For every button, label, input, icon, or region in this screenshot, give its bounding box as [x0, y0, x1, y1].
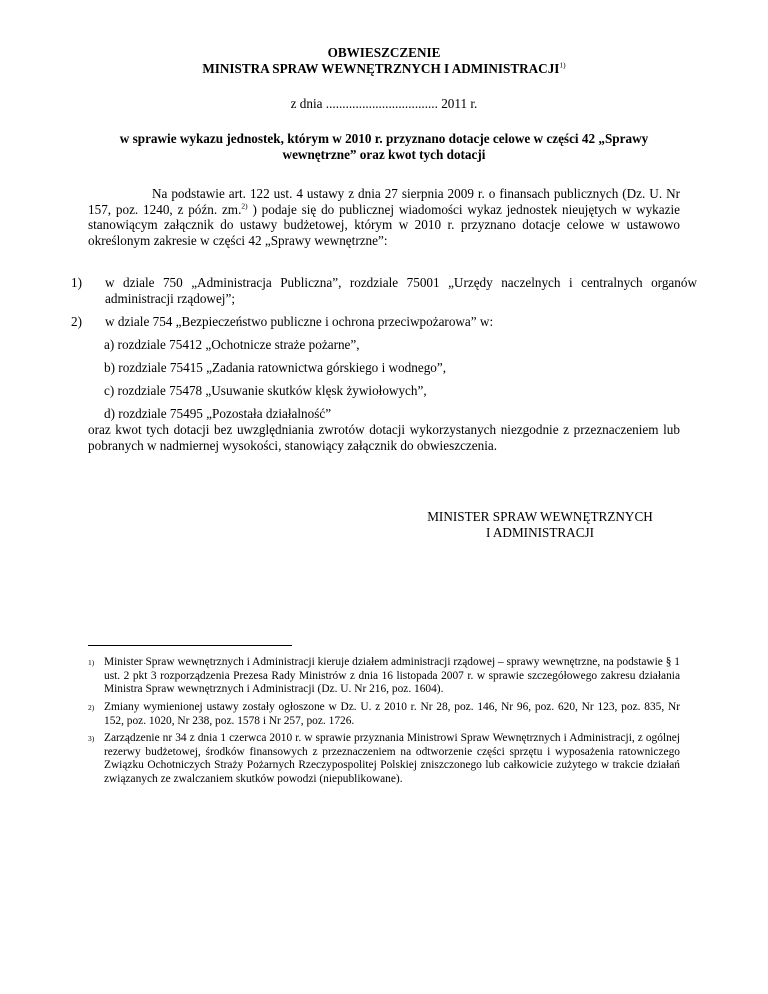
subject-line: w sprawie wykazu jednostek, którym w 2010 r. przyznano dotacje celowe w części 42 „Sprawy wewnętrzne” oraz kwot tych dotacji: [119, 131, 649, 162]
footnote-text: Zmiany wymienionej ustawy zostały ogłoszone w Dz. U. z 2010 r. Nr 28, poz. 146, Nr 96, poz. 620, Nr 123, poz. 835, Nr 152, poz. 1020, Nr 238, poz. 1578 i Nr 257, poz. 1726.: [104, 701, 680, 727]
sub-item-text: rozdziale 75412 „Ochotnicze straże pożarne”,: [117, 337, 360, 352]
footnote-mark: 1): [88, 658, 95, 667]
sub-item-letter: d): [104, 406, 115, 421]
closing-paragraph: oraz kwot tych dotacji bez uwzględniania zwrotów dotacji wykorzystanych niezgodnie z przeznaczeniem lub pobranych w nadmiernej wysokości, stanowiący załącznik do obwieszczenia.: [88, 422, 680, 453]
list-item-1: [71, 275, 697, 306]
sub-item-b: [104, 360, 446, 376]
sub-item-a: [104, 337, 360, 353]
signature-block: [400, 509, 680, 541]
sub-item-letter: b): [104, 360, 115, 375]
intro-text-2: ) podaje się do publicznej wiadomości wykaz jednostek nieujętych w wykazie stanowiącym załącznik do ustawy budżetowej, którym w 2010 r. przyznano dotacje celowe w ustawowo określonym zakresie w części 42 „Sprawy wewnętrzne”:: [88, 201, 680, 248]
footnote-divider: [88, 645, 292, 646]
date-line: z dnia .................................. 2011 r.: [290, 96, 478, 111]
footnote-1: [88, 656, 680, 697]
list-item-text: w dziale 754 „Bezpieczeństwo publiczne i ochrona przeciwpożarowa” w:: [105, 314, 494, 329]
sub-item-text: rozdziale 75478 „Usuwanie skutków klęsk żywiołowych”,: [117, 383, 427, 398]
list-item-2: [71, 314, 697, 330]
sub-item-d: [104, 406, 331, 422]
footnote-text: Minister Spraw wewnętrznych i Administracji kieruje działem administracji rządowej – sprawy wewnętrzne, na podstawie § 1 ust. 2 pkt 3 rozporządzenia Prezesa Rady Ministrów z dnia 16 listopada 2007 r. w sprawie szczegółowego zakresu działania Ministra Spraw wewnętrznych i Administracji (Dz. U. Nr 216, poz. 1604).: [104, 656, 680, 696]
intro-text-1: Na podstawie art. 122 ust. 4 ustawy z dnia 27 sierpnia 2009 r. o finansach publicznych (Dz. U. Nr 157, poz. 1240, z późn. zm.: [88, 186, 680, 217]
footnote-3: [88, 732, 680, 786]
title-line-2: [0, 61, 768, 77]
footnote-2: [88, 701, 680, 728]
sub-item-c: [104, 383, 427, 399]
footnote-text: Zarządzenie nr 34 z dnia 1 czerwca 2010 r. w sprawie przyznania Ministrowi Spraw Wewnętrznych i Administracji, z ogólnej rezerwy budżetowej, środków finansowych z przeznaczeniem na odtworzenie części sprzętu i wyposażenia ratowniczego Związku Ochotniczych Straży Pożarnych Rzeczypospolitej Polskiej zniszczonego lub całkowicie zużytego w trakcie działań związanych ze zwalczaniem skutków powodzi (niepublikowane).: [104, 732, 680, 785]
intro-paragraph: [88, 186, 680, 248]
sub-item-letter: c): [104, 383, 115, 398]
list-item-text: w dziale 750 „Administracja Publiczna”, rozdziale 75001 „Urzędy naczelnych i centralnych organów administracji rządowej”;: [105, 275, 697, 306]
sub-item-text: rozdziale 75415 „Zadania ratownictwa górskiego i wodnego”,: [118, 360, 447, 375]
footnote-ref-2: 2): [241, 201, 248, 211]
list-item-number: 1): [71, 275, 82, 290]
sub-item-text: rozdziale 75495 „Pozostała działalność”: [118, 406, 332, 421]
title-line-2-text: MINISTRA SPRAW WEWNĘTRZNYCH I ADMINISTRACJI: [202, 61, 560, 76]
signature-line-1: MINISTER SPRAW WEWNĘTRZNYCH: [427, 509, 653, 524]
footnote-mark: 3): [88, 734, 95, 743]
document-title: [0, 45, 768, 77]
footnote-ref-1: 1): [559, 60, 566, 70]
sub-item-letter: a): [104, 337, 115, 352]
title-line-1: OBWIESZCZENIE: [327, 45, 441, 60]
list-item-number: 2): [71, 314, 82, 329]
signature-line-2: I ADMINISTRACJI: [485, 525, 595, 540]
footnote-mark: 2): [88, 703, 95, 712]
